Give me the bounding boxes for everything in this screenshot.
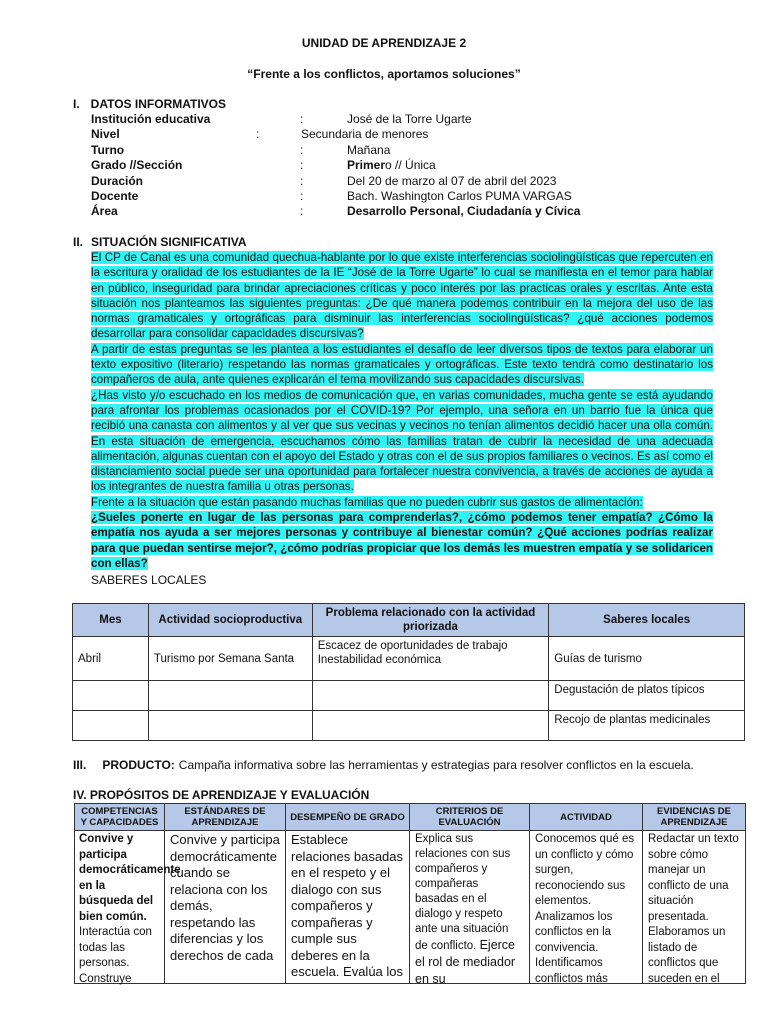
- table-header-row: [73, 604, 745, 637]
- table-cell: [148, 681, 312, 711]
- table-cell: Guías de turismo: [549, 637, 745, 681]
- table-cell: [312, 711, 549, 741]
- situation-paragraph: El CP de Canal es una comunidad quechua-hablante por lo que existe interferencias sociolingüísticas que repercuten en la escritura y oralidad de los estudiantes de la IE “José de la Torre Ugarte” lo cual se manifiesta en el temor para hablar en público, inseguridad para brindar apreciaciones críticas y poco interés por las practicas orales y escritas. Ante esta situación nos planteamos las siguientes preguntas: ¿De qué manera podemos contribuir en la mejora del uso de las normas gramaticales y ortográficas para disminuir las interferencias sociolingüísticas? ¿qué acciones podemos desarrollar para consolidar capacidades discursivas?: [91, 251, 713, 341]
- situation-paragraph: A partir de estas preguntas se les plantea a los estudiantes el desafío de leer diversos tipos de textos para elaborar un texto expositivo (literario) respetando las normas gramaticales y ortográficas. Este texto tendrá como destinatario los compañeros de aula, ante quienes explicarán el tema movilizando sus capacidades discursivas.: [91, 342, 713, 387]
- section-2-heading: II. SITUACIÓN SIGNIFICATIVA: [73, 235, 247, 249]
- unit-subtitle: “Frente a los conflictos, aportamos soluciones”: [247, 67, 521, 81]
- situation-text: [91, 250, 713, 571]
- table-row: [75, 831, 746, 984]
- section-3-heading: PRODUCTO:: [102, 758, 175, 772]
- propositos-table: [74, 803, 746, 984]
- table-cell: [312, 681, 549, 711]
- actividad-cell: Conocemos qué es un conflicto y cómo surgen, reconociendo sus elementos. Analizamos los conflictos en la convivencia. Identificamos conflictos más: [530, 831, 643, 984]
- info-value: Desarrollo Personal, Ciudadanía y Cívica: [347, 204, 581, 218]
- desempeno-cell: Establece relaciones basadas en el respeto y el dialogo con sus compañeros y compañeras y cumple sus deberes en la escuela. Evalúa los: [286, 831, 410, 984]
- situation-paragraph: ¿Has visto y/o escuchado en los medios de comunicación que, en varias comunidades, mucha gente se está ayudando para afrontar los problemas ocasionados por el COVID-19? Por ejemplo, una señora en un barrio fue la única que recibió una canasta con alimentos y al ver que sus vecinas y vecinos no tenían alimentos decidió hacer una olla común. En esta situación de emergencia, escuchamos cómo las familias tratan de cubrir la necesidad de una adecuada alimentación, algunas cuentan con el apoyo del Estado y otras con el de sus propios familiares o vecinos. Es así como el distanciamiento social puede ser una oportunidad para fortalecer nuestra convivencia, a través de acciones de ayuda a los integrantes de nuestra familia u otras personas.: [91, 388, 713, 494]
- evidencias-cell: Redactar un texto sobre cómo manejar un conflicto de una situación presentada. Elaboramos un listado de conflictos que suceden en el: [643, 831, 746, 984]
- producto-line: [73, 758, 694, 772]
- header-saberes: Saberes locales: [549, 604, 745, 637]
- header-criterios: CRITERIOS DE EVALUACIÓN: [410, 804, 530, 831]
- header-desempeno: DESEMPEÑO DE GRADO: [286, 804, 410, 831]
- table-cell: Escacez de oportunidades de trabajo Inestabilidad económica: [312, 637, 549, 681]
- saberes-heading: SABERES LOCALES: [91, 573, 207, 587]
- info-value: Mañana: [347, 143, 391, 157]
- info-label: Duración: [91, 174, 144, 188]
- info-value: José de la Torre Ugarte: [347, 112, 472, 126]
- table-cell: Degustación de platos típicos: [549, 681, 745, 711]
- table-cell: Recojo de plantas medicinales: [549, 711, 745, 741]
- header-problema: Problema relacionado con la actividad priorizada: [312, 604, 549, 637]
- table-row: [73, 711, 745, 741]
- document-page: UNIDAD DE APRENDIZAJE 2 “Frente a los conflictos, aportamos soluciones” I. DATOS INFORMATIVOS Institución educativa : José de la Torre Ugarte Nivel : Secundaria de menores Turno : Mañana Grado //Sección : Primero // Única Duración : Del 20 de marzo al 07 de abril del 2023 Docente : Bach. Washington Carlos PUMA VARGAS Área : Desarrollo Personal, Ciudadanía y Cívica II. SITUACIÓN SIGNIFICATIVA El CP de Canal es una comunidad quechua-hablante por lo que existe interferencias sociolingüísticas que repercuten en la escritura y oralidad de los estudiantes de la IE “José de la Torre Ugarte” lo cual se manifiesta en el temor para hablar en público, inseguridad para brindar apreciaciones críticas y poco interés por las practicas orales y escritas. Ante esta situación nos planteamos las siguientes preguntas: ¿De qué manera podemos contribuir en la mejora del uso de las normas gramaticales y ortográficas para disminuir las interferencias sociolingüísticas? ¿qué acciones podemos desarrollar para consolidar capacidades discursivas? A partir de estas preguntas se les plantea a los estudiantes el desafío de leer diversos tipos de textos para elaborar un texto expositivo (literario) respetando las normas gramaticales y ortográficas. Este texto tendrá como destinatario los compañeros de aula, ante quienes explicarán el tema movilizando sus capacidades discursivas. ¿Has visto y/o escuchado en los medios de comunicación que, en varias comunidades, mucha gente se está ayudando para afrontar los problemas ocasionados por el COVID-19? Por ejemplo, una señora en un barrio fue la única que recibió una canasta con alimentos y al ver que sus vecinas y vecinos no tenían alimentos decidió hacer una olla común. En esta situación de emergencia, escuchamos cómo las familias tratan de cubrir la necesidad de una adecuada alimentación, algunas cuentan con el apoyo del Estado y otras con el de sus propios familiares o vecinos. Es así como el distanciamiento social puede ser una oportunidad para fortalecer nuestra convivencia, a través de acciones de ayuda a los integrantes de nuestra familia u otras personas. Frente a la situación que están pasando muchas familias que no pueden cubrir sus gastos de alimentación: ¿Sueles ponerte en lugar de las personas para comprenderlas?, ¿cómo podemos tener empatía? ¿Cómo la empatía nos ayuda a ser mejores personas y contribuye al bienestar común? ¿Qué acciones podrías realizar para que puedan sentirse mejor?, ¿cómo podrías propiciar que los demás les muestren empatía y se solidaricen con ellas? SABERES LOCALES Mes Actividad socioproductiva Problema relacionado con la actividad priorizada Saberes locales Abril Turismo por Semana Santa Escacez de oportunidades de trabajo Inestabilidad económica Guías de turismo Degustación de platos típicos Recojo de plantas medicinales III. PRODUCTO: Campaña informativa sobre las herramientas y estrategias para resolver conflictos en la escuela. IV. PROPÓSITOS DE APRENDIZAJE Y EVALUACIÓN COMPETENCIAS Y CAPACIDADES ESTÁNDARES DE APRENDIZAJE DESEMPEÑO DE GRADO CRITERIOS DE EVALUACIÓN ACTIVIDAD EVIDENCIAS DE APRENDIZAJE Convive y participa democráticamente en la búsqueda del bien común. Interactúa con todas las personas. Construye Convive y participa democráticamente cuando se relaciona con los demás, respetando las diferencias y los derechos de cada Establece relaciones basadas en el respeto y el dialogo con sus compañeros y compañeras y cumple sus deberes en la escuela. Evalúa los Explica sus relaciones con sus compañeros y compañeras basadas en el dialogo y respeto ante una situación de conflicto. Ejerce el rol de mediador en su Conocemos qué es un conflicto y cómo surgen, reconociendo sus elementos. Analizamos los conflictos en la convivencia. Identificamos conflictos más Redactar un texto sobre cómo manejar un conflicto de una situación presentada. Elaboramos un listado de conflictos que suceden en el: [0, 0, 768, 1024]
- situation-questions: ¿Sueles ponerte en lugar de las personas para comprenderlas?, ¿cómo podemos tener empatía? ¿Cómo la empatía nos ayuda a ser mejores personas y contribuye al bienestar común? ¿Qué acciones podrías realizar para que puedan sentirse mejor?, ¿cómo podrías propiciar que los demás les muestren empatía y se solidaricen con ellas?: [91, 511, 713, 570]
- info-value: Secundaria de menores: [301, 127, 429, 141]
- info-label: Turno: [91, 143, 125, 157]
- info-label: Nivel: [91, 127, 120, 141]
- table-row: [73, 681, 745, 711]
- table-row: [73, 637, 745, 681]
- section-4-heading: IV. PROPÓSITOS DE APRENDIZAJE Y EVALUACIÓN: [73, 788, 370, 802]
- producto-text: Campaña informativa sobre las herramientas y estrategias para resolver conflictos en la escuela.: [178, 758, 694, 772]
- header-evidencias: EVIDENCIAS DE APRENDIZAJE: [643, 804, 746, 831]
- situation-paragraph: Frente a la situación que están pasando muchas familias que no pueden cubrir sus gastos de alimentación:: [91, 495, 643, 509]
- header-competencias: COMPETENCIAS Y CAPACIDADES: [75, 804, 165, 831]
- saberes-table: [72, 603, 745, 741]
- info-value: Primero // Única: [347, 158, 436, 172]
- estandares-cell: Convive y participa democráticamente cuando se relaciona con los demás, respetando las diferencias y los derechos de cada: [165, 831, 286, 984]
- header-actividad: Actividad socioproductiva: [148, 604, 312, 637]
- info-value: Del 20 de marzo al 07 de abril del 2023: [347, 174, 557, 188]
- section-1-heading: I. DATOS INFORMATIVOS: [73, 97, 227, 111]
- table-cell: [148, 711, 312, 741]
- header-actividad: ACTIVIDAD: [530, 804, 643, 831]
- table-cell: [73, 681, 149, 711]
- section-3-number: III.: [73, 758, 87, 772]
- table-cell: Turismo por Semana Santa: [148, 637, 312, 681]
- competencias-cell: Convive y participa democráticamente en la búsqueda del bien común. Interactúa con todas las personas. Construye: [75, 831, 165, 984]
- header-estandares: ESTÁNDARES DE APRENDIZAJE: [165, 804, 286, 831]
- info-label: Área: [91, 204, 118, 218]
- table-cell: [73, 711, 149, 741]
- table-header-row: [75, 804, 746, 831]
- header-mes: Mes: [73, 604, 149, 637]
- table-cell: Abril: [73, 637, 149, 681]
- info-label: Institución educativa: [91, 112, 211, 126]
- criterios-cell: Explica sus relaciones con sus compañeros y compañeras basadas en el dialogo y respeto ante una situación de conflicto. Ejerce el rol de mediador en su: [410, 831, 530, 984]
- info-label: Grado //Sección: [91, 158, 183, 172]
- unit-title: UNIDAD DE APRENDIZAJE 2: [301, 36, 467, 50]
- info-label: Docente: [91, 189, 139, 203]
- info-value: Bach. Washington Carlos PUMA VARGAS: [347, 189, 572, 203]
